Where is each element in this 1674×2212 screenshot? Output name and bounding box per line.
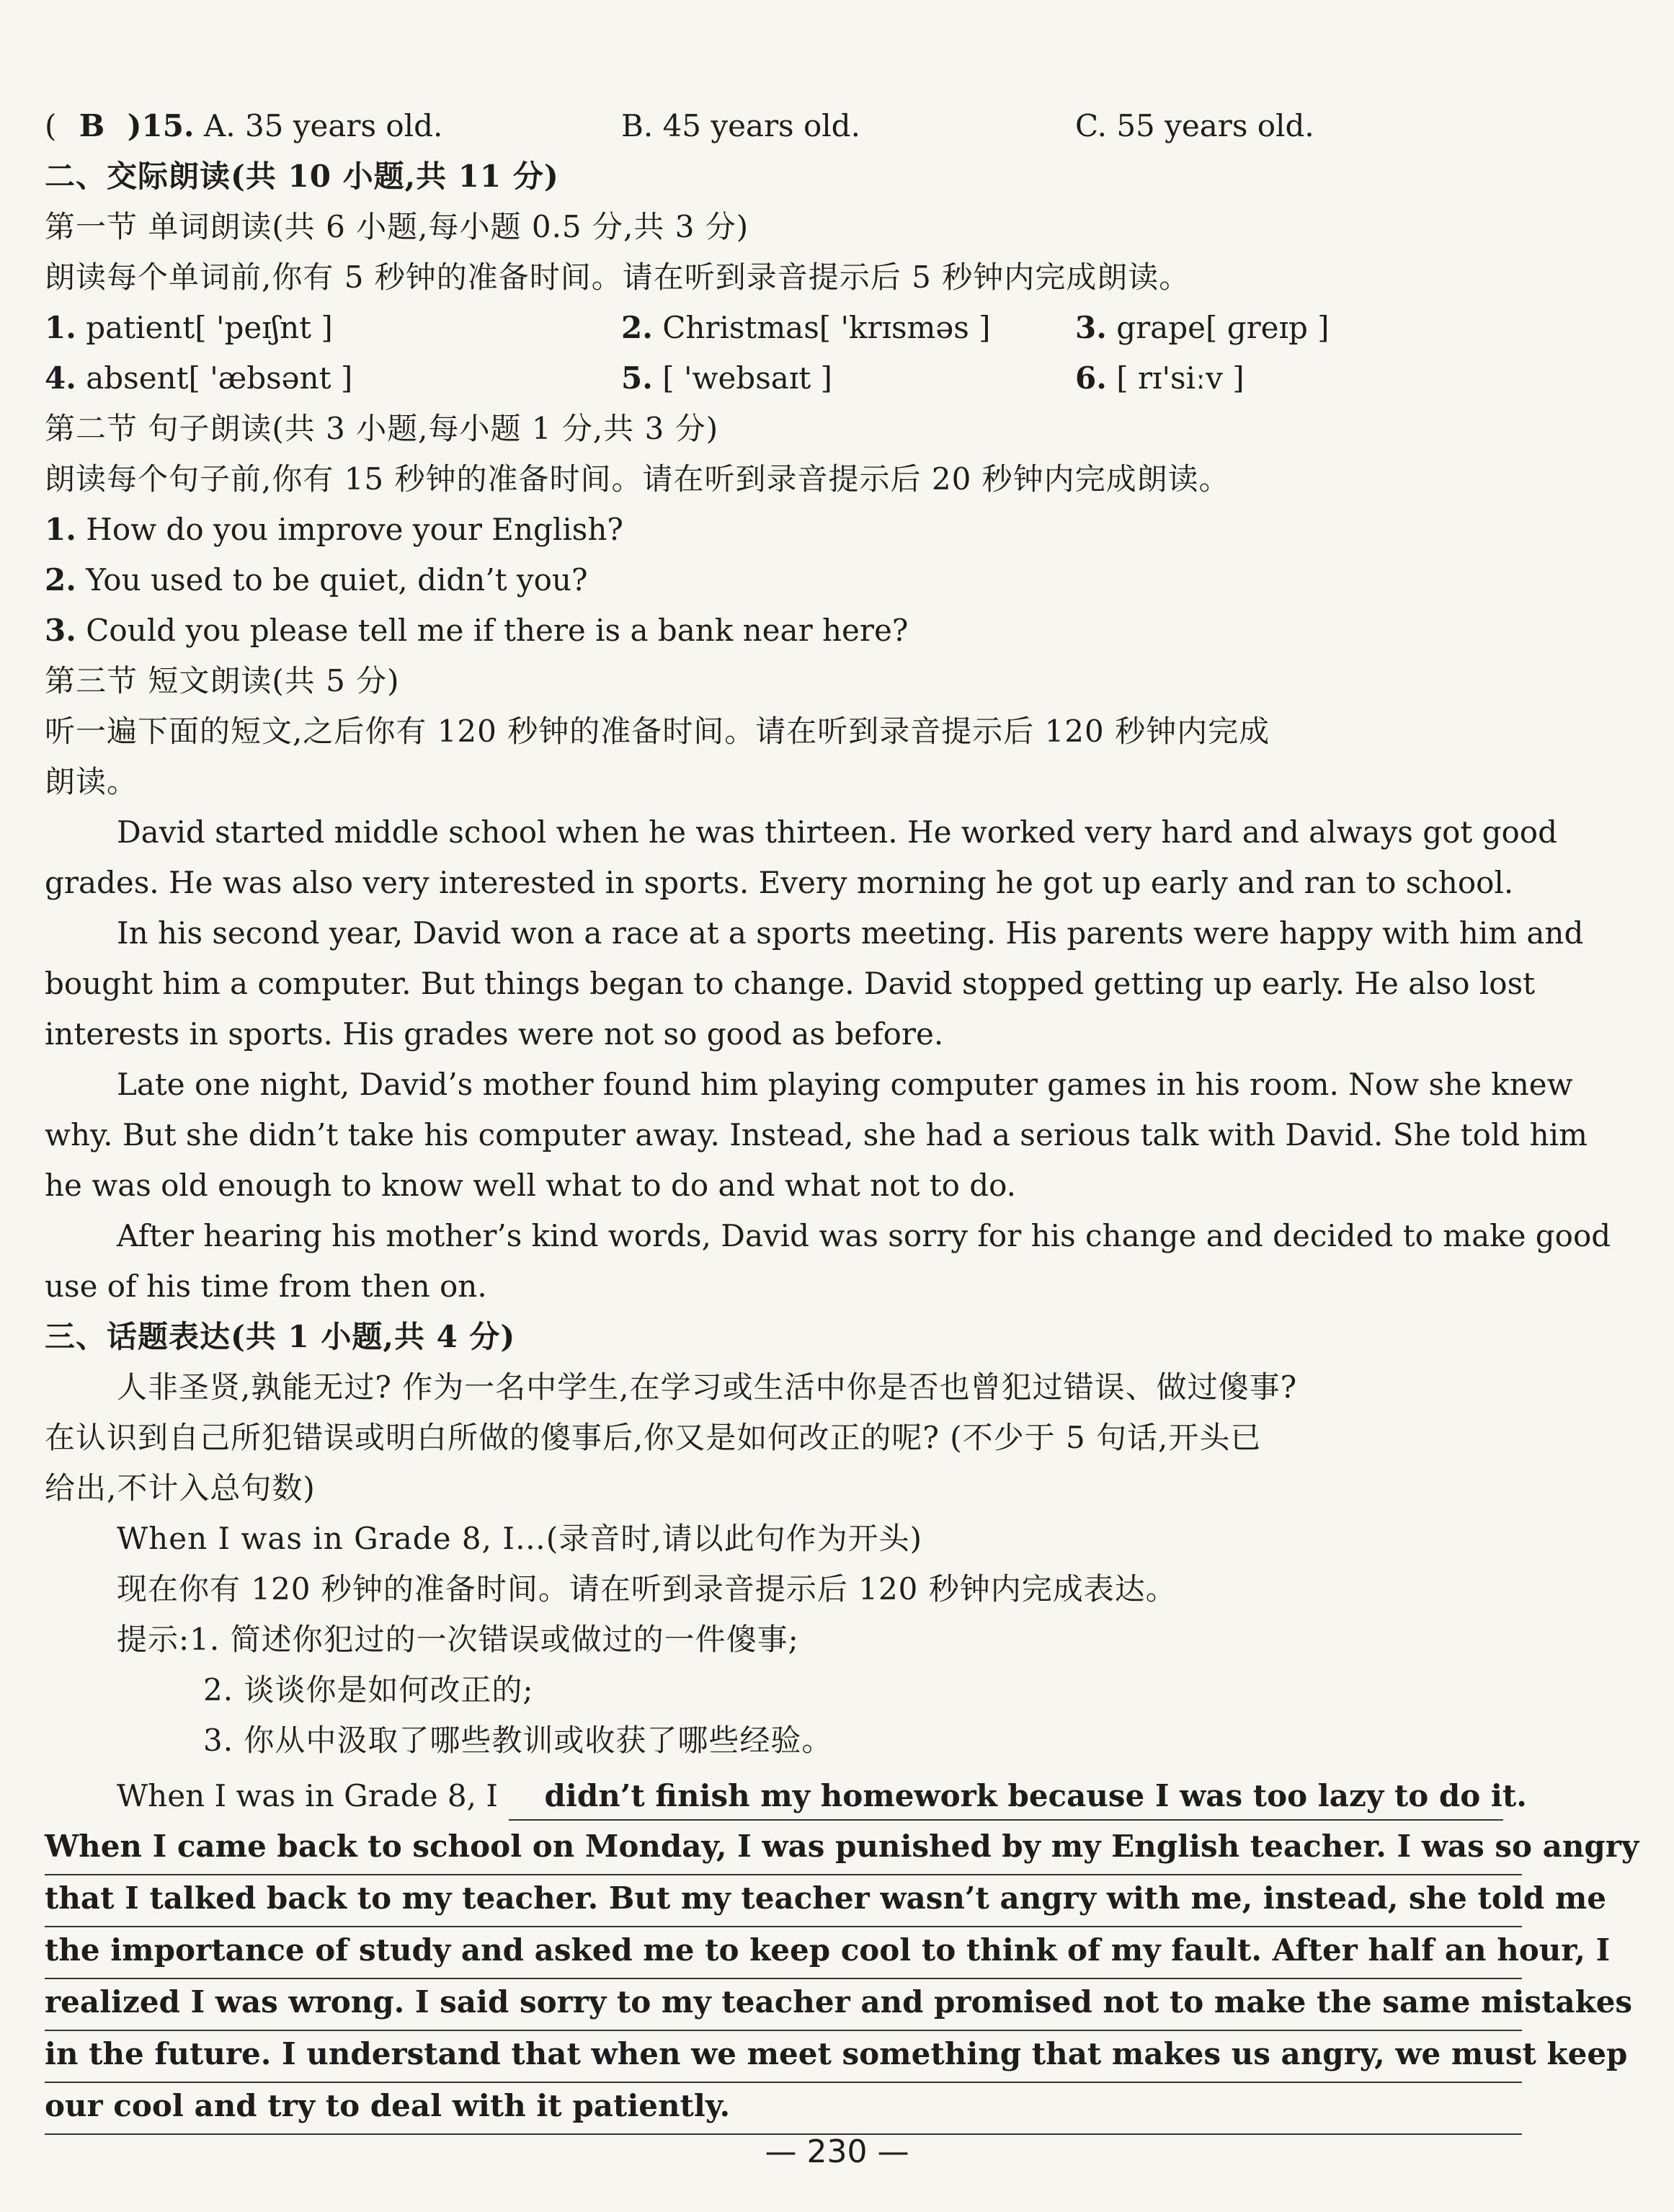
sentence-2: 2. You used to be quiet, didn’t you? bbox=[45, 562, 588, 598]
word-row-2 bbox=[45, 353, 1522, 404]
word-2: 2. Christmas[ 'krɪsməs ] bbox=[621, 310, 991, 345]
hint-3: 3. 你从中汲取了哪些教训或收获了哪些经验。 bbox=[203, 1723, 833, 1758]
q15-option-c: C. 55 years old. bbox=[1075, 108, 1314, 143]
answer-line: When I came back to school on Monday, I was punished by my English teacher. I was so angry bbox=[45, 1824, 1522, 1875]
sentence-1: 1. How do you improve your English? bbox=[45, 512, 623, 547]
answer-text: didn’t finish my homework because I was too lazy to do it. bbox=[509, 1773, 1503, 1821]
passage-line: After hearing his mother’s kind words, David was sorry for his change and decided to make good bbox=[117, 1218, 1611, 1253]
passage-line: grades. He was also very interested in sports. Every morning he got up early and ran to school. bbox=[45, 865, 1514, 900]
part3-title: 第三节 短文朗读(共 5 分) bbox=[45, 663, 400, 698]
passage-line: bought him a computer. But things began to change. David stopped getting up early. He also lost bbox=[45, 966, 1536, 1001]
section3-opening: When I was in Grade 8, I…(录音时,请以此句作为开头) bbox=[117, 1521, 923, 1556]
q15-stem bbox=[45, 101, 442, 151]
answer-line-first bbox=[45, 1773, 1527, 1824]
section3-prep: 现在你有 120 秒钟的准备时间。请在听到录音提示后 120 秒钟内完成表达。 bbox=[117, 1571, 1177, 1607]
q15-row bbox=[45, 101, 1522, 151]
part3-instruction-2: 朗读。 bbox=[45, 764, 138, 799]
sentence-3: 3. Could you please tell me if there is a bank near here? bbox=[45, 613, 909, 648]
answer-block bbox=[45, 1773, 1639, 2135]
answer-line: our cool and try to deal with it patiently. bbox=[45, 2083, 1522, 2135]
hint-1: 提示:1. 简述你犯过的一次错误或做过的一件傻事; bbox=[117, 1622, 799, 1657]
section3-prompt-3: 给出,不计入总句数) bbox=[45, 1470, 316, 1506]
passage-line: why. But she didn’t take his computer away. Instead, she had a serious talk with David. She told him bbox=[45, 1117, 1588, 1152]
passage-line: In his second year, David won a race at a sports meeting. His parents were happy with him and bbox=[117, 915, 1584, 951]
part1-title: 第一节 单词朗读(共 6 小题,每小题 0.5 分,共 3 分) bbox=[45, 209, 749, 244]
q15-answer: B bbox=[79, 108, 105, 143]
part1-instruction: 朗读每个单词前,你有 5 秒钟的准备时间。请在听到录音提示后 5 秒钟内完成朗读。 bbox=[45, 259, 1190, 295]
passage-line: he was old enough to know well what to do and what not to do. bbox=[45, 1168, 1017, 1203]
q15-number: )15. bbox=[127, 108, 195, 143]
page-number: — 230 — bbox=[765, 2133, 909, 2170]
section3-prompt-1: 人非圣贤,孰能无过? 作为一名中学生,在学习或生活中你是否也曾犯过错误、做过傻事? bbox=[117, 1369, 1298, 1405]
answer-line: that I talked back to my teacher. But my teacher wasn’t angry with me, instead, she told me bbox=[45, 1875, 1522, 1927]
q15-option-a: A. 35 years old. bbox=[203, 108, 443, 143]
passage-line: David started middle school when he was thirteen. He worked very hard and always got good bbox=[117, 814, 1557, 850]
answer-prefix: When I was in Grade 8, I bbox=[117, 1778, 498, 1813]
word-4: 4. absent[ 'æbsənt ] bbox=[45, 360, 353, 396]
section2-title: 二、交际朗读(共 10 小题,共 11 分) bbox=[45, 159, 559, 194]
passage-line: interests in sports. His grades were not so good as before. bbox=[45, 1016, 944, 1052]
word-6: 6. [ rɪ'siːv ] bbox=[1075, 360, 1245, 396]
worksheet-page bbox=[45, 101, 1611, 1766]
part2-instruction: 朗读每个句子前,你有 15 秒钟的准备时间。请在听到录音提示后 20 秒钟内完成朗读。 bbox=[45, 461, 1230, 497]
section3-prompt-2: 在认识到自己所犯错误或明白所做的傻事后,你又是如何改正的呢? (不少于 5 句话,开头已 bbox=[45, 1420, 1262, 1455]
word-row-1 bbox=[45, 303, 1522, 353]
bracket-open: ( bbox=[45, 108, 57, 143]
part2-title: 第二节 句子朗读(共 3 小题,每小题 1 分,共 3 分) bbox=[45, 411, 719, 446]
section3-title: 三、话题表达(共 1 小题,共 4 分) bbox=[45, 1319, 516, 1354]
q15-option-b: B. 45 years old. bbox=[621, 108, 860, 143]
word-3: 3. grape[ ɡreɪp ] bbox=[1075, 310, 1330, 345]
part3-instruction-1: 听一遍下面的短文,之后你有 120 秒钟的准备时间。请在听到录音提示后 120 秒钟内完成 bbox=[45, 714, 1270, 749]
answer-line: the importance of study and asked me to keep cool to think of my fault. After half an hour, I bbox=[45, 1927, 1522, 1979]
answer-line: in the future. I understand that when we meet something that makes us angry, we must keep bbox=[45, 2031, 1522, 2083]
passage-line: Late one night, David’s mother found him playing computer games in his room. Now she knew bbox=[117, 1067, 1573, 1102]
hint-2: 2. 谈谈你是如何改正的; bbox=[203, 1672, 534, 1707]
word-5: 5. [ 'websaɪt ] bbox=[621, 360, 832, 396]
word-1: 1. patient[ 'peɪʃnt ] bbox=[45, 310, 333, 345]
passage-line: use of his time from then on. bbox=[45, 1269, 487, 1304]
answer-line: realized I was wrong. I said sorry to my teacher and promised not to make the same mistakes bbox=[45, 1979, 1522, 2031]
